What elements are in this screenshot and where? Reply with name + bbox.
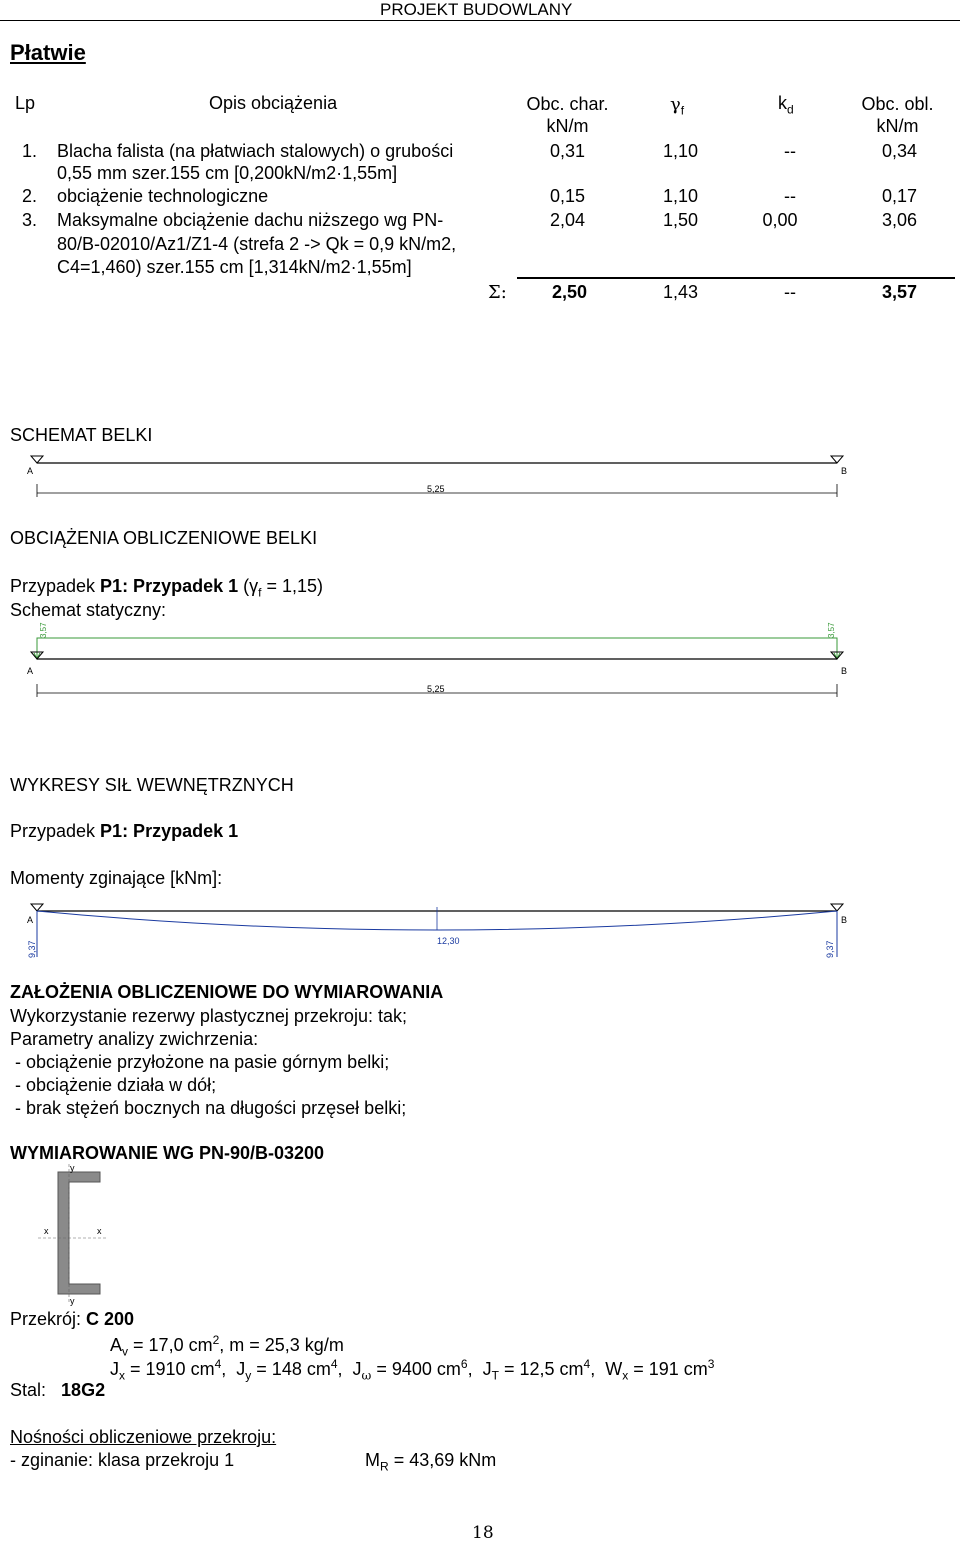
- zalozenia-line-4: - obciążenie działa w dół;: [10, 1075, 217, 1095]
- row-2-kd: --: [784, 186, 796, 206]
- moment-mid-value: 12,30: [437, 936, 460, 946]
- support-b-label: B: [841, 466, 848, 476]
- gamma-sub: f: [680, 103, 685, 118]
- row-2-char: 0,15: [549, 186, 585, 206]
- col-header-obl: [835, 93, 960, 137]
- header-rule: [0, 20, 960, 21]
- sum-rule: [517, 277, 955, 279]
- span-label: 5,25: [427, 684, 445, 694]
- sum-label: Σ:: [488, 282, 507, 303]
- mr-value-row: $M_R = 43,69$ kNm: [365, 1450, 497, 1474]
- row-1-desc-line-1: Blacha falista (na płatwiach stalowych) o grubości: [57, 141, 454, 161]
- row-1-kd: --: [784, 141, 796, 161]
- jt-value: = 12,5 cm: [503, 1359, 584, 1379]
- col-header-lp: Lp: [15, 93, 36, 113]
- row-1-gamma: 1,10: [662, 141, 698, 161]
- row-2-gamma: 1,10: [662, 186, 698, 206]
- przekroj-value: C 200: [86, 1309, 135, 1329]
- jx-value: = 1910 cm: [130, 1359, 215, 1379]
- zalozenia-line-3: - obciążenie przyłożone na pasie górnym belki;: [10, 1052, 390, 1072]
- moment-diagram: [0, 900, 960, 962]
- axis-y-bottom-label: y: [70, 1296, 75, 1306]
- nosnosci-heading: Nośności obliczeniowe przekroju:: [10, 1427, 277, 1447]
- case-prefix: Przypadek: [10, 576, 101, 596]
- support-a-icon: [31, 456, 43, 463]
- sum-gamma: 1,43: [662, 282, 698, 302]
- jy-value: = 148 cm: [256, 1359, 331, 1379]
- axis-x-right-label: x: [97, 1226, 102, 1236]
- sum-obl: 3,57: [881, 282, 917, 302]
- stal-label: Stal:: [10, 1380, 47, 1400]
- obciazenia-heading: OBCIĄŻENIA OBLICZENIOWE BELKI: [10, 528, 318, 548]
- support-a-label: A: [27, 466, 34, 476]
- moments-label: Momenty zginające [kNm]:: [10, 868, 223, 888]
- case-gamma-sub: f: [258, 585, 262, 600]
- row-3-char: 2,04: [549, 210, 585, 230]
- zalozenia-line-2: Parametry analizy zwichrzenia:: [10, 1029, 259, 1049]
- przekroj-row: [10, 1309, 134, 1330]
- moment-right-value: 9,37: [825, 940, 835, 958]
- kd-symbol: k: [778, 93, 787, 113]
- col-header-kd: [778, 93, 794, 117]
- row-3-desc-line-1: Maksymalne obciążenie dachu niższego wg PN-: [57, 210, 444, 230]
- stal-row: [10, 1380, 105, 1401]
- zalozenia-line-5: - brak stężeń bocznych na długości przęseł belki;: [10, 1098, 407, 1118]
- support-b-icon: [831, 456, 843, 463]
- case-gamma-open: (γ: [238, 576, 259, 596]
- row-3-lp: 3.: [22, 210, 38, 230]
- support-a-icon: [31, 904, 43, 911]
- beam-scheme-diagram: [0, 450, 960, 500]
- row-1-desc-line-2: 0,55 mm szer.155 cm [0,200kN/m2·1,55m]: [57, 163, 398, 183]
- row-2-lp: 2.: [22, 186, 38, 206]
- c-profile-shape: [58, 1172, 100, 1294]
- support-b-icon: [831, 904, 843, 911]
- row-3-desc-line-2: 80/B-02010/Az1/Z1-4 (strefa 2 -> Qk = 0,9 kN/m2,: [57, 234, 457, 254]
- wykresy-heading: WYKRESY SIŁ WEWNĘTRZNYCH: [10, 775, 294, 795]
- jomega-value: = 9400 cm: [376, 1359, 461, 1379]
- row-3-gamma: 1,50: [662, 210, 698, 230]
- schema-label: Schemat statyczny:: [10, 600, 167, 620]
- case-prefix: Przypadek: [10, 821, 101, 841]
- col-header-obl-label: Obc. obl.: [861, 94, 934, 114]
- mr-value: = 43,69 kNm: [393, 1450, 497, 1470]
- row-3-desc-line-3: C4=1,460) szer.155 cm [1,314kN/m2·1,55m]: [57, 257, 412, 277]
- case-name: P1: Przypadek 1: [100, 821, 239, 841]
- stal-value: 18G2: [61, 1380, 106, 1400]
- axis-x-left-label: x: [44, 1226, 49, 1236]
- support-b-label: B: [841, 915, 848, 925]
- col-header-gamma: [670, 94, 684, 118]
- mass-value: , m = 25,3 kg/m: [219, 1335, 344, 1355]
- area-mass-row: $A_v = 17,0$ $cm^2$, m = 25,3 kg/m: [110, 1333, 344, 1359]
- support-a-label: A: [27, 666, 34, 676]
- sum-char: 2,50: [551, 282, 587, 302]
- page-number: 18: [472, 1523, 494, 1543]
- wykresy-case: [10, 821, 238, 842]
- wx-value: = 191 cm: [633, 1359, 708, 1379]
- col-header-char-label: Obc. char.: [526, 94, 609, 114]
- obciazenia-case: [10, 576, 323, 600]
- load-value-left: 3,57: [39, 622, 48, 638]
- av-value: = 17,0 cm: [133, 1335, 213, 1355]
- kd-sub: d: [787, 102, 794, 117]
- row-1-obl: 0,34: [881, 141, 917, 161]
- col-header-char-unit: kN/m: [546, 116, 589, 136]
- row-3-kd: 0,00: [762, 210, 798, 230]
- load-scheme-diagram: [0, 615, 960, 700]
- row-1-char: 0,31: [549, 141, 585, 161]
- load-area: [37, 638, 837, 659]
- gamma-symbol: γ: [670, 94, 681, 115]
- project-header: PROJEKT BUDOWLANY: [380, 0, 573, 19]
- nosnosci-line: - zginanie: klasa przekroju 1: [10, 1450, 235, 1470]
- inertia-row: $J_x = 1910$ $cm^4$, $J_y = 148$ $cm^4$, $J_\omega = 9400$ $cm^6$, $J_T = 12,5$ $cm^4$, $W_x = 191$ $cm^3$: [110, 1357, 715, 1383]
- row-3-obl: 3,06: [881, 210, 917, 230]
- moment-left-value: 9,37: [27, 940, 37, 958]
- support-a-label: A: [27, 915, 34, 925]
- wymiarowanie-heading: WYMIAROWANIE WG PN-90/B-03200: [10, 1143, 325, 1163]
- case-gamma-rest: = 1,15): [261, 576, 324, 596]
- page-title: Płatwie: [10, 40, 86, 65]
- zalozenia-heading: ZAŁOŻENIA OBLICZENIOWE DO WYMIAROWANIA: [10, 982, 444, 1002]
- load-value-right: 3,57: [827, 622, 836, 638]
- row-2-desc-line-1: obciążenie technologiczne: [57, 186, 269, 206]
- case-name: P1: Przypadek 1: [100, 576, 239, 596]
- row-1-lp: 1.: [22, 141, 38, 161]
- schemat-belki-heading: SCHEMAT BELKI: [10, 425, 153, 445]
- przekroj-label: Przekrój:: [10, 1309, 82, 1329]
- c-section-drawing: [30, 1160, 130, 1308]
- col-header-obl-unit: kN/m: [876, 116, 919, 136]
- sum-kd: --: [784, 282, 796, 302]
- col-header-desc: Opis obciążenia: [209, 93, 338, 113]
- support-b-label: B: [841, 666, 848, 676]
- row-2-obl: 0,17: [881, 186, 917, 206]
- col-header-char: [505, 93, 630, 137]
- axis-y-top-label: y: [70, 1163, 75, 1173]
- span-label: 5,25: [427, 484, 445, 494]
- zalozenia-line-1: Wykorzystanie rezerwy plastycznej przekroju: tak;: [10, 1006, 407, 1026]
